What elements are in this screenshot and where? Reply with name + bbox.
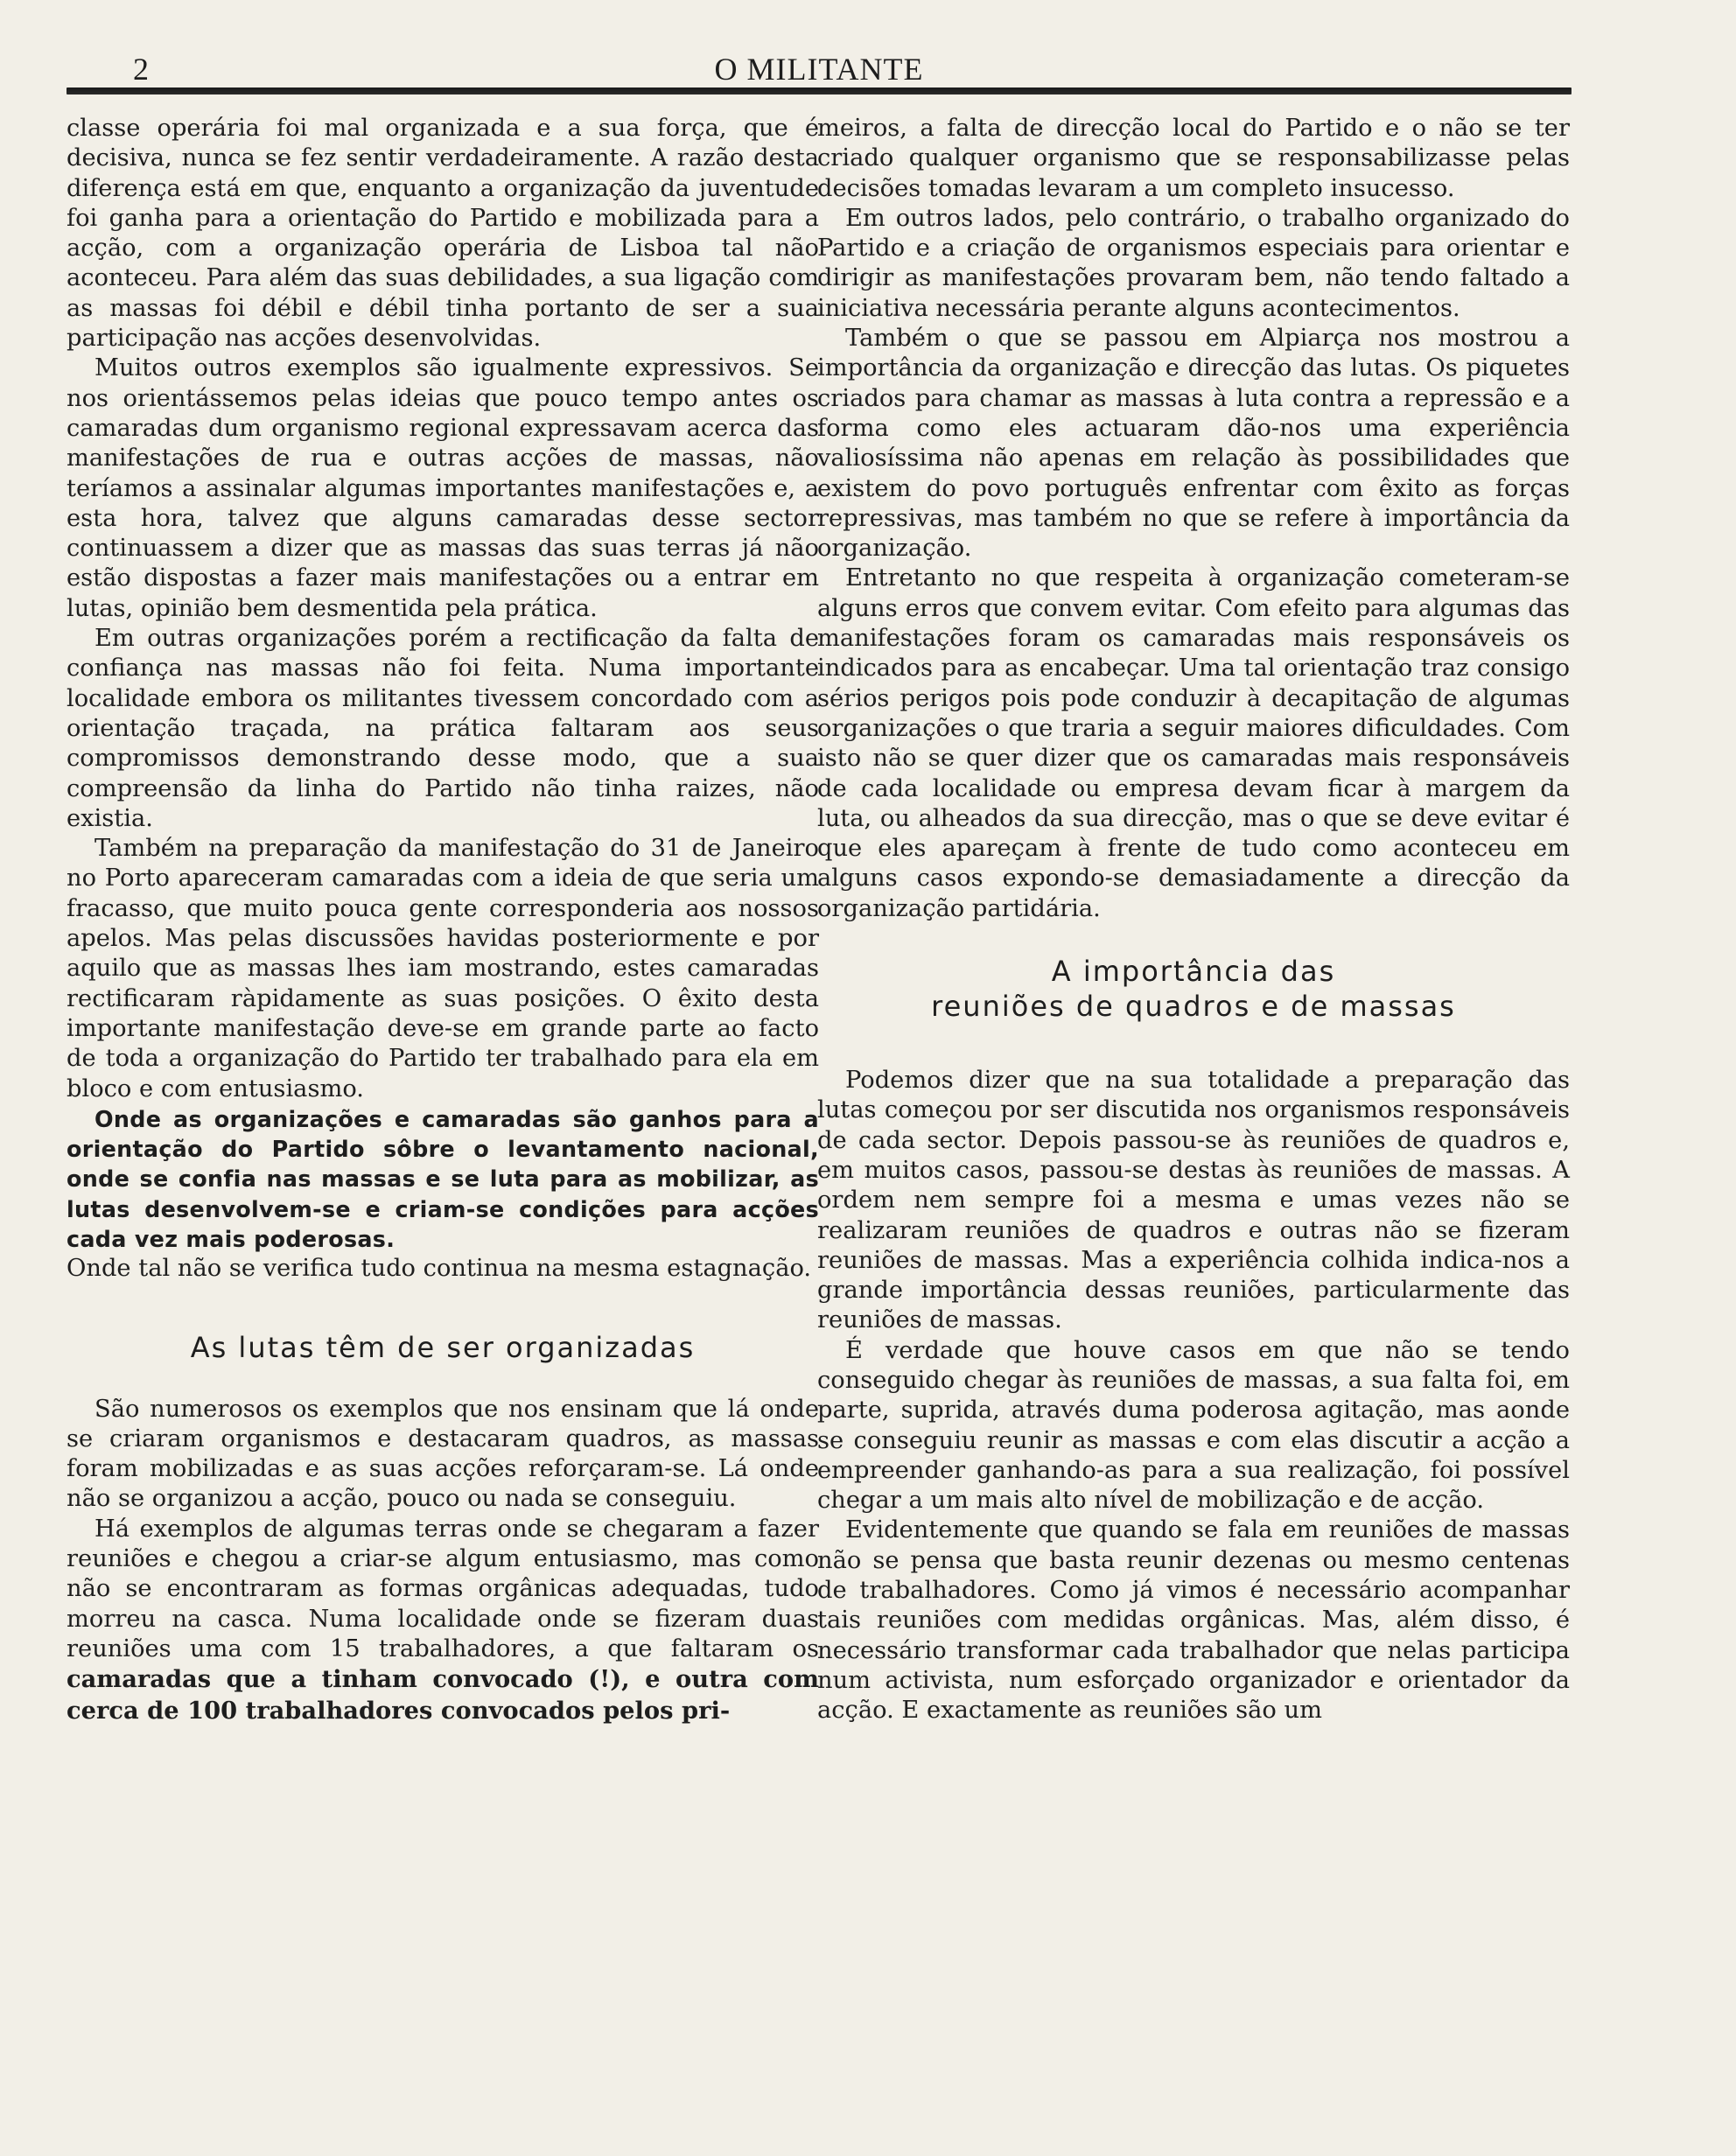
- header-rule: [66, 88, 1572, 94]
- article-paragraph: É verdade que houve casos em que não se tendo conseguido chegar às reuniões de massas, a sua falta foi, em parte, suprida, através duma poderosa agitação, mas aonde se conseguiu reunir as massas e com elas discutir a acção a empreender ganhando-as para a sua realização, foi possível chegar a um mais alto nível de mobilização e de acção.: [817, 1336, 1570, 1515]
- article-paragraph: Também o que se passou em Alpiarça nos mostrou a importância da organização e direcção das lutas. Os piquetes criados para chamar as massas à luta contra a repressão e a forma como eles actuaram dão-nos uma experiência valiosíssima não apenas em relação às possibilidades que existem do povo português enfrentar com êxito as forças repressivas, mas também no que se refere à importância da organização.: [817, 325, 1570, 563]
- page-number: 2: [133, 52, 149, 87]
- article-paragraph: Podemos dizer que na sua totalidade a preparação das lutas começou por ser discutida nos organismos responsáveis de cada sector. Depois passou-se às reuniões de quadros e, em muitos casos, passou-se destas às reuniões de massas. A ordem nem sempre foi a mesma e umas vezes não se realizaram reuniões de quadros e outras não se fizeram reuniões de massas. Mas a experiência colhida indica-nos a grande importância dessas reuniões, particularmente das reuniões de massas.: [817, 1067, 1570, 1334]
- article-paragraph: Em outras organizações porém a rectificação da falta de confiança nas massas não foi feita. Numa importante localidade embora os militantes tivessem concordado com a orientação traçada, na prática faltaram aos seus compromissos demonstrando desse modo, que a sua compreensão da linha do Partido não tinha raizes, não existia.: [66, 625, 819, 832]
- article-paragraph: classe operária foi mal organizada e a sua força, que é decisiva, nunca se fez sentir verdadeiramente. A razão desta diferença está em que, enquanto a organização da juventude foi ganha para a orientação do Partido e mobilizada para a acção, com a organização operária de Lisboa tal não aconteceu. Para além das suas debilidades, a sua ligação com as massas foi débil e débil tinha portanto de ser a sua participação nas acções desenvolvidas.: [66, 115, 819, 353]
- article-paragraph: [66, 1515, 819, 1726]
- left-column: [66, 114, 819, 2016]
- article-paragraph: Muitos outros exemplos são igualmente expressivos. Se nos orientássemos pelas ideias que pouco tempo antes os camaradas dum organismo regional expressavam acerca das manifestações de rua e outras acções de massas, não teríamos a assinalar algumas importantes manifestações e, a esta hora, talvez que alguns camaradas desse sector continuassem a dizer que as massas das suas terras já não estão dispostas a fazer mais manifestações ou a entrar em lutas, opinião bem desmentida pela prática.: [66, 354, 819, 622]
- article-paragraph: São numerosos os exemplos que nos ensinam que lá onde se criaram organismos e destacaram quadros, as massas foram mobilizadas e as suas acções reforçaram-se. Lá onde não se organizou a acção, pouco ou nada se conseguiu.: [66, 1395, 819, 1513]
- right-column: [817, 114, 1570, 2016]
- article-paragraph: Em outros lados, pelo contrário, o trabalho organizado do Partido e a criação de organismos especiais para orientar e dirigir as manifestações provaram bem, não tendo faltado a iniciativa necessária perante alguns acontecimentos.: [817, 204, 1570, 322]
- heading-line: reuniões de quadros e de massas: [931, 990, 1456, 1024]
- heading-line: A importância das: [1051, 955, 1336, 989]
- section-heading-organizadas: As lutas têm de ser organizadas: [190, 1330, 696, 1364]
- paragraph-bold-text: camaradas que a tinham convocado (!), e outra com cerca de 100 trabalhadores convocados pelos pri-: [66, 1665, 819, 1725]
- emphasis-paragraph: Onde as organizações e camaradas são ganhos para a orientação do Partido sôbre o levantamento nacional, onde se confia nas massas e se luta para as mobilizar, as lutas desenvolvem-se e criam-se condições para acções cada vez mais poderosas.: [66, 1105, 819, 1252]
- article-paragraph: Evidentemente que quando se fala em reuniões de massas não se pensa que basta reunir dezenas ou mesmo centenas de trabalhadores. Como já vimos é necessário acompanhar tais reuniões com medidas orgânicas. Mas, além disso, é necessário transformar cada trabalhador que nelas participa num activista, num esforçado organizador e orientador da acção. E exactamente as reuniões são um: [817, 1516, 1570, 1725]
- emphasis-paragraph-tail: Onde tal não se verifica tudo continua na mesma estagnação.: [66, 1255, 812, 1283]
- article-paragraph: meiros, a falta de direcção local do Partido e o não se ter criado qualquer organismo que se responsabilizasse pelas decisões tomadas levaram a um completo insucesso.: [817, 115, 1570, 202]
- paragraph-text: Há exemplos de algumas terras onde se chegaram a fazer reuniões e chegou a criar-se algum entusiasmo, mas como não se encontraram as formas orgânicas adequadas, tudo morreu na casca. Numa localidade onde se fizeram duas reuniões uma com 15 trabalhadores, a que faltaram os: [66, 1515, 819, 1662]
- section-heading-reunioes: [817, 954, 1570, 1024]
- article-paragraph: Entretanto no que respeita à organização cometeram-se alguns erros que convem evitar. Com efeito para algumas das manifestações foram os camaradas mais responsáveis os indicados para as encabeçar. Uma tal orientação traz consigo sérios perigos pois pode conduzir à decapitação de algumas organizações o que traria a seguir maiores dificuldades. Com isto não se quer dizer que os camaradas mais responsáveis de cada localidade ou empresa devam ficar à margem da luta, ou alheados da sua direcção, mas o que se deve evitar é que eles apareçam à frente de tudo como aconteceu em alguns casos expondo-se demasiadamente a direcção da organização partidária.: [817, 564, 1570, 922]
- publication-title: O MILITANTE: [714, 52, 924, 87]
- article-paragraph: Também na preparação da manifestação do 31 de Janeiro no Porto apareceram camaradas com a ideia de que seria um fracasso, que muito pouca gente corresponderia aos nossos apelos. Mas pelas discussões havidas posteriormente e por aquilo que as massas lhes iam mostrando, estes camaradas rectificaram ràpidamente as suas posições. O êxito desta importante manifestação deve-se em grande parte ao facto de toda a organização do Partido ter trabalhado para ela em bloco e com entusiasmo.: [66, 835, 819, 1102]
